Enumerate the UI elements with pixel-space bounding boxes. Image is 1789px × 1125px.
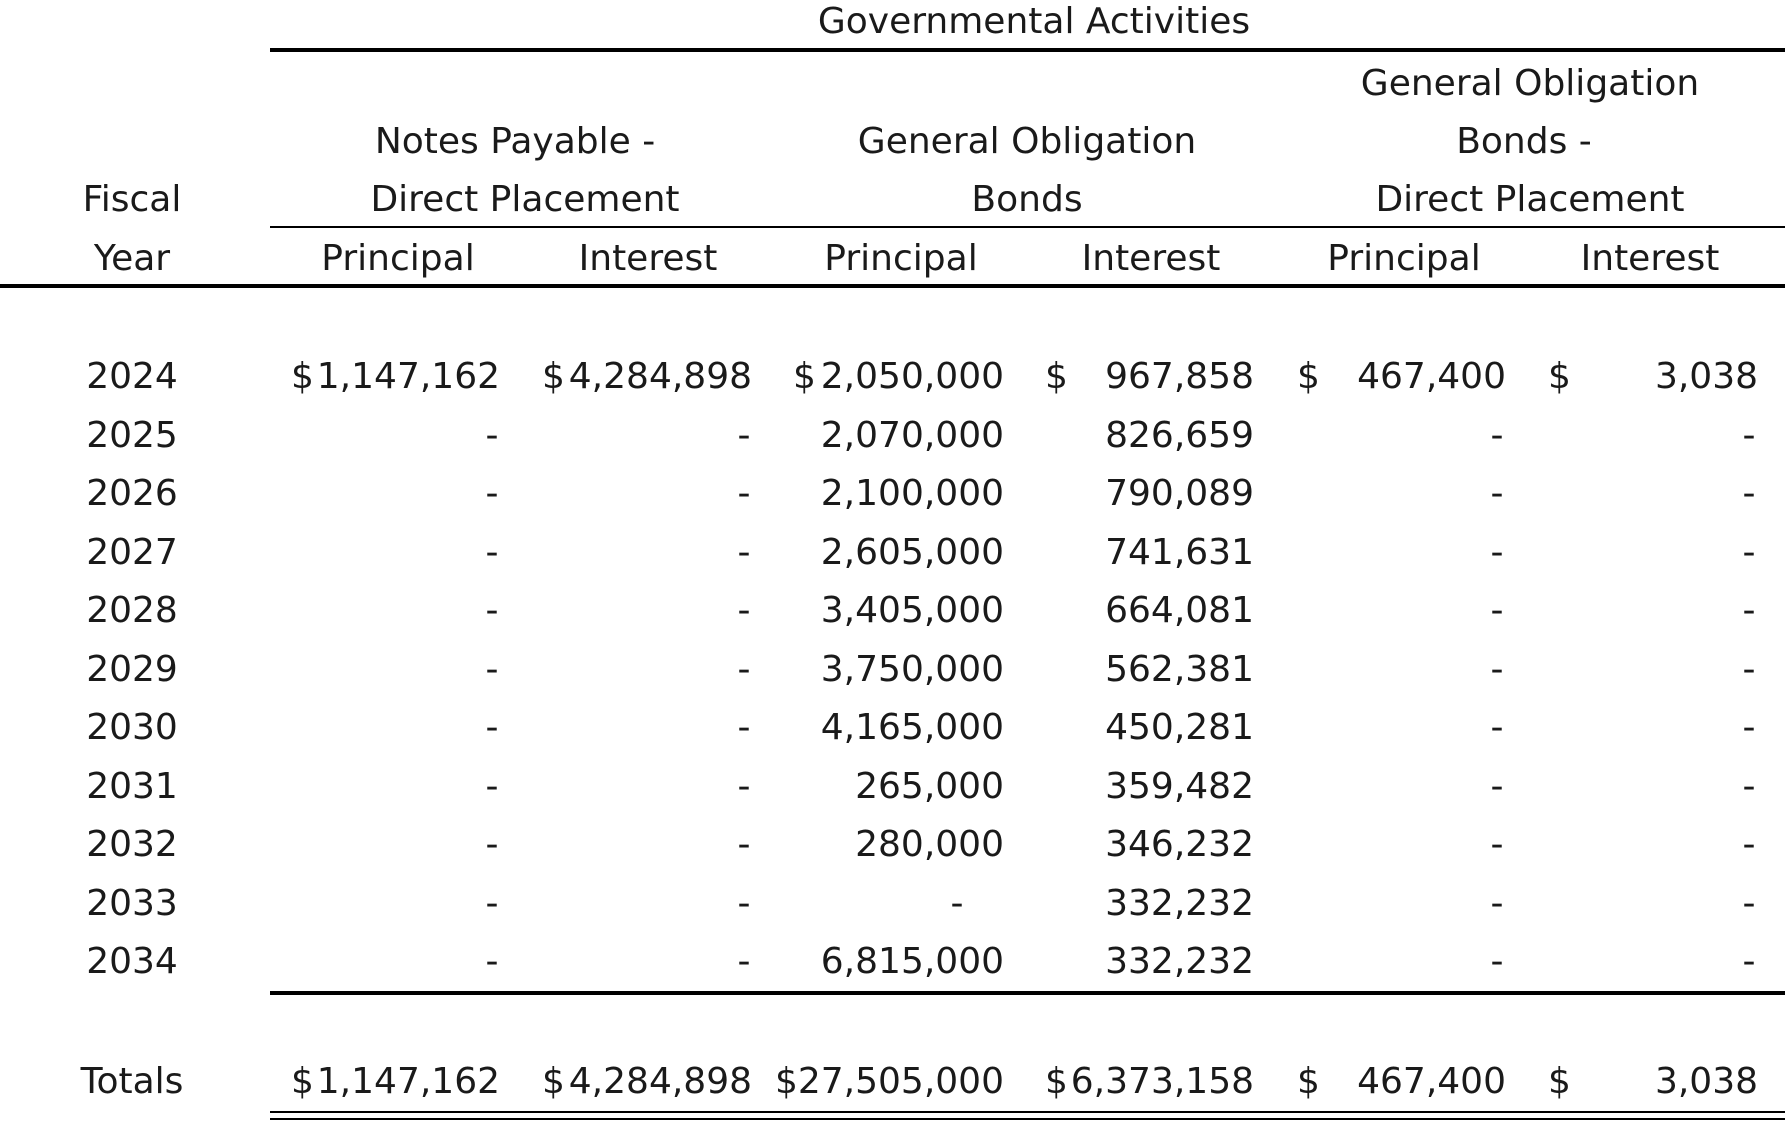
amount-cell-np-p: - [485,941,499,982]
subheader-rule [270,226,1785,228]
amount-cell-dp-i: - [1742,765,1756,807]
amount-cell-np-p: - [485,648,499,690]
amount-cell-dp-p: 467,400 [1357,356,1506,397]
totals-double-rule-bottom [270,1118,1785,1120]
fiscal-year-cell: 2028 [86,590,178,631]
amount-cell-go-p: 2,050,000 [820,356,1004,397]
amount-cell-dp-i: - [1742,414,1756,456]
amount-cell-go-i: 359,482 [1105,765,1254,807]
currency-symbol: $ [542,356,565,397]
fiscal-year-header-line1: Fiscal [82,179,182,220]
dp-principal-header: Principal [1327,238,1481,279]
amount-cell-go-p: 2,605,000 [820,531,1004,573]
amount-cell-dp-i: - [1742,882,1756,924]
amount-cell-np-p: 1,147,162 [316,356,500,397]
amount-cell-go-i: 450,281 [1105,707,1254,748]
amount-cell-dp-p: - [1490,707,1504,748]
amount-cell-go-p: 280,000 [855,824,1004,865]
amount-cell-np-p: - [485,531,499,573]
amount-cell-dp-i: - [1742,531,1756,573]
amount-cell-go-i: 741,631 [1105,531,1254,573]
fiscal-year-cell: 2029 [86,648,178,690]
currency-symbol: $ [1045,356,1068,397]
amount-cell-go-i: 826,659 [1105,414,1254,456]
go-principal-header: Principal [824,238,978,279]
amount-cell-go-p: - [950,882,964,924]
amount-cell-np-i: 4,284,898 [568,356,752,397]
currency-symbol: $ [542,1061,565,1102]
total-cell-go-i: 6,373,158 [1070,1061,1254,1102]
amount-cell-np-p: - [485,590,499,631]
notes-payable-title-line1: Notes Payable - [374,121,656,162]
group-title-rule [270,48,1785,52]
amount-cell-go-p: 2,070,000 [820,414,1004,456]
amount-cell-go-i: 790,089 [1105,473,1254,514]
amount-cell-dp-i: - [1742,473,1756,514]
amount-cell-dp-p: - [1490,414,1504,456]
go-bonds-dp-title-line1: General Obligation [1360,63,1700,104]
amount-cell-dp-i: - [1742,941,1756,982]
fiscal-year-cell: 2034 [86,941,178,982]
currency-symbol: $ [1548,356,1571,397]
notes-principal-header: Principal [321,238,475,279]
go-bonds-title-line2: Bonds [971,179,1083,220]
go-bonds-title-line1: General Obligation [857,121,1197,162]
amount-cell-np-p: - [485,707,499,748]
total-cell-np-i: 4,284,898 [568,1061,752,1102]
fiscal-year-cell: 2032 [86,824,178,865]
amount-cell-dp-p: - [1490,882,1504,924]
amount-cell-go-i: 967,858 [1105,356,1254,397]
amount-cell-go-p: 265,000 [855,765,1004,807]
body-bottom-rule [270,991,1785,995]
currency-symbol: $ [793,356,816,397]
go-bonds-dp-title-line2: Bonds - [1456,121,1592,162]
amount-cell-go-p: 4,165,000 [820,707,1004,748]
fiscal-year-cell: 2030 [86,707,178,748]
amount-cell-dp-i: - [1742,590,1756,631]
amount-cell-np-p: - [485,765,499,807]
total-cell-dp-i: 3,038 [1654,1061,1758,1102]
amount-cell-dp-i: 3,038 [1654,356,1758,397]
currency-symbol: $ [1297,356,1320,397]
go-bonds-dp-title-line3: Direct Placement [1375,179,1685,220]
amount-cell-go-p: 3,405,000 [820,590,1004,631]
fiscal-year-cell: 2024 [86,356,178,397]
amount-cell-go-i: 332,232 [1105,882,1254,924]
currency-symbol: $ [1045,1061,1068,1102]
amount-cell-np-i: - [737,648,751,690]
totals-label: Totals [80,1061,184,1102]
amount-cell-dp-i: - [1742,824,1756,865]
header-bottom-rule [0,284,1785,288]
amount-cell-np-i: - [737,824,751,865]
total-cell-np-p: 1,147,162 [316,1061,500,1102]
amount-cell-go-i: 346,232 [1105,824,1254,865]
amount-cell-np-p: - [485,473,499,514]
amount-cell-go-i: 664,081 [1105,590,1254,631]
group-title: Governmental Activities [817,1,1251,42]
amount-cell-go-p: 6,815,000 [820,941,1004,982]
fiscal-year-cell: 2031 [86,765,178,807]
amount-cell-dp-p: - [1490,531,1504,573]
total-cell-go-p: $27,505,000 [774,1061,1004,1102]
amount-cell-np-i: - [737,414,751,456]
amount-cell-np-i: - [737,882,751,924]
amount-cell-np-i: - [737,590,751,631]
amount-cell-go-i: 332,232 [1105,941,1254,982]
amount-cell-dp-p: - [1490,648,1504,690]
amount-cell-np-i: - [737,473,751,514]
fiscal-year-cell: 2027 [86,531,178,573]
currency-symbol: $ [1297,1061,1320,1102]
amount-cell-np-p: - [485,414,499,456]
currency-symbol: $ [291,1061,314,1102]
amount-cell-dp-p: - [1490,473,1504,514]
dp-interest-header: Interest [1580,238,1720,279]
fiscal-year-cell: 2025 [86,414,178,456]
currency-symbol: $ [291,356,314,397]
amount-cell-dp-p: - [1490,590,1504,631]
amount-cell-dp-i: - [1742,707,1756,748]
go-interest-header: Interest [1081,238,1221,279]
amount-cell-go-p: 3,750,000 [820,648,1004,690]
fiscal-year-header-line2: Year [93,238,171,279]
amount-cell-dp-i: - [1742,648,1756,690]
amount-cell-np-i: - [737,941,751,982]
total-cell-dp-p: 467,400 [1357,1061,1506,1102]
amount-cell-np-i: - [737,707,751,748]
totals-double-rule-top [270,1111,1785,1113]
amount-cell-dp-p: - [1490,941,1504,982]
amount-cell-go-p: 2,100,000 [820,473,1004,514]
amount-cell-dp-p: - [1490,765,1504,807]
amount-cell-np-i: - [737,765,751,807]
amount-cell-dp-p: - [1490,824,1504,865]
currency-symbol: $ [1548,1061,1571,1102]
amount-cell-np-p: - [485,882,499,924]
notes-interest-header: Interest [578,238,718,279]
amount-cell-np-p: - [485,824,499,865]
amount-cell-go-i: 562,381 [1105,648,1254,690]
fiscal-year-cell: 2033 [86,882,178,924]
fiscal-year-cell: 2026 [86,473,178,514]
amount-cell-np-i: - [737,531,751,573]
notes-payable-title-line2: Direct Placement [370,179,680,220]
